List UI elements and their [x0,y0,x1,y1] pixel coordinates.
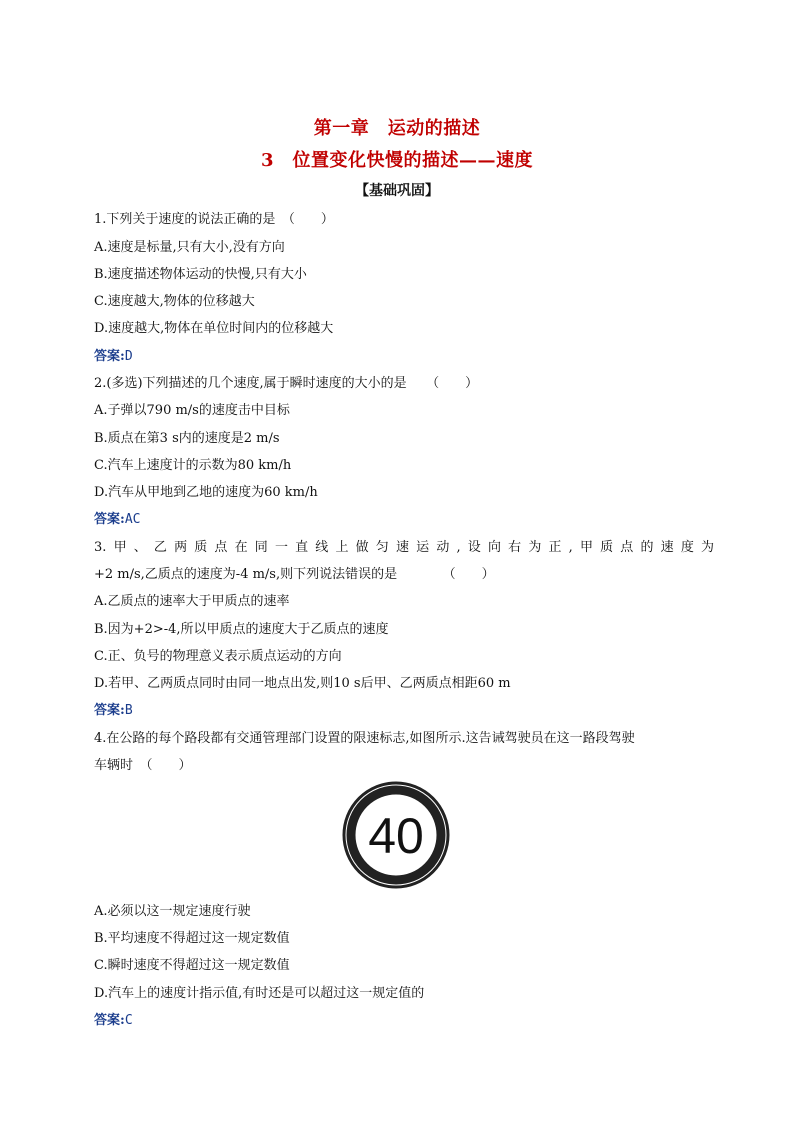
q1-answer [94,345,714,364]
answer-label: 答案: [94,512,125,527]
answer-value: B [124,703,133,718]
q4-answer [94,1009,714,1028]
q1-option-a: A.速度是标量,只有大小,没有方向 [94,240,285,255]
q4-stem-line2: 车辆时 （ ） [94,758,192,773]
lesson-title: 3 位置变化快慢的描述——速度 [260,150,534,171]
q1-option-d: D.速度越大,物体在单位时间内的位移越大 [94,321,334,336]
q4-option-b: B.平均速度不得超过这一规定数值 [94,931,290,946]
q1-option-c: C.速度越大,物体的位移越大 [94,294,255,309]
q3-stem-line1: 3.甲、乙两质点在同一直线上做匀速运动,设向右为正,甲质点的速度为 [94,540,714,555]
q3-option-c: C.正、负号的物理意义表示质点运动的方向 [94,649,342,664]
q3-stem-line2: +2 m/s,乙质点的速度为-4 m/s,则下列说法错误的是 （ ） [94,567,495,582]
q3-option-b: B.因为+2>-4,所以甲质点的速度大于乙质点的速度 [94,622,389,637]
sign-speed-value: 40 [368,808,424,864]
section-label: 【基础巩固】 [355,183,439,199]
answer-label: 答案: [94,703,125,718]
q1-stem: 1.下列关于速度的说法正确的是 （ ） [94,212,334,227]
q2-option-a: A.子弹以790 m/s的速度击中目标 [94,403,290,418]
q4-option-a: A.必须以这一规定速度行驶 [94,904,251,919]
answer-value: C [124,1013,133,1028]
chapter-title: 第一章 运动的描述 [313,118,481,139]
q2-option-c: C.汽车上速度计的示数为80 km/h [94,458,292,473]
q2-option-b: B.质点在第3 s内的速度是2 m/s [94,431,280,446]
speed-limit-sign [341,780,451,890]
answer-value: AC [124,512,141,527]
q3-option-d: D.若甲、乙两质点同时由同一地点出发,则10 s后甲、乙两质点相距60 m [94,676,511,691]
q4-stem-line1: 4.在公路的每个路段都有交通管理部门设置的限速标志,如图所示.这告诫驾驶员在这一路段驾驶 [94,731,635,746]
q2-answer [94,508,714,527]
answer-label: 答案: [94,349,125,364]
q4-option-d: D.汽车上的速度计指示值,有时还是可以超过这一规定值的 [94,986,425,1001]
q2-stem: 2.(多选)下列描述的几个速度,属于瞬时速度的大小的是 （ ） [94,376,479,391]
answer-value: D [124,349,133,364]
answer-label: 答案: [94,1013,125,1028]
q3-option-a: A.乙质点的速率大于甲质点的速率 [94,594,290,609]
q2-option-d: D.汽车从甲地到乙地的速度为60 km/h [94,485,318,500]
q3-answer [94,699,714,718]
q4-option-c: C.瞬时速度不得超过这一规定数值 [94,958,290,973]
q1-option-b: B.速度描述物体运动的快慢,只有大小 [94,267,307,282]
